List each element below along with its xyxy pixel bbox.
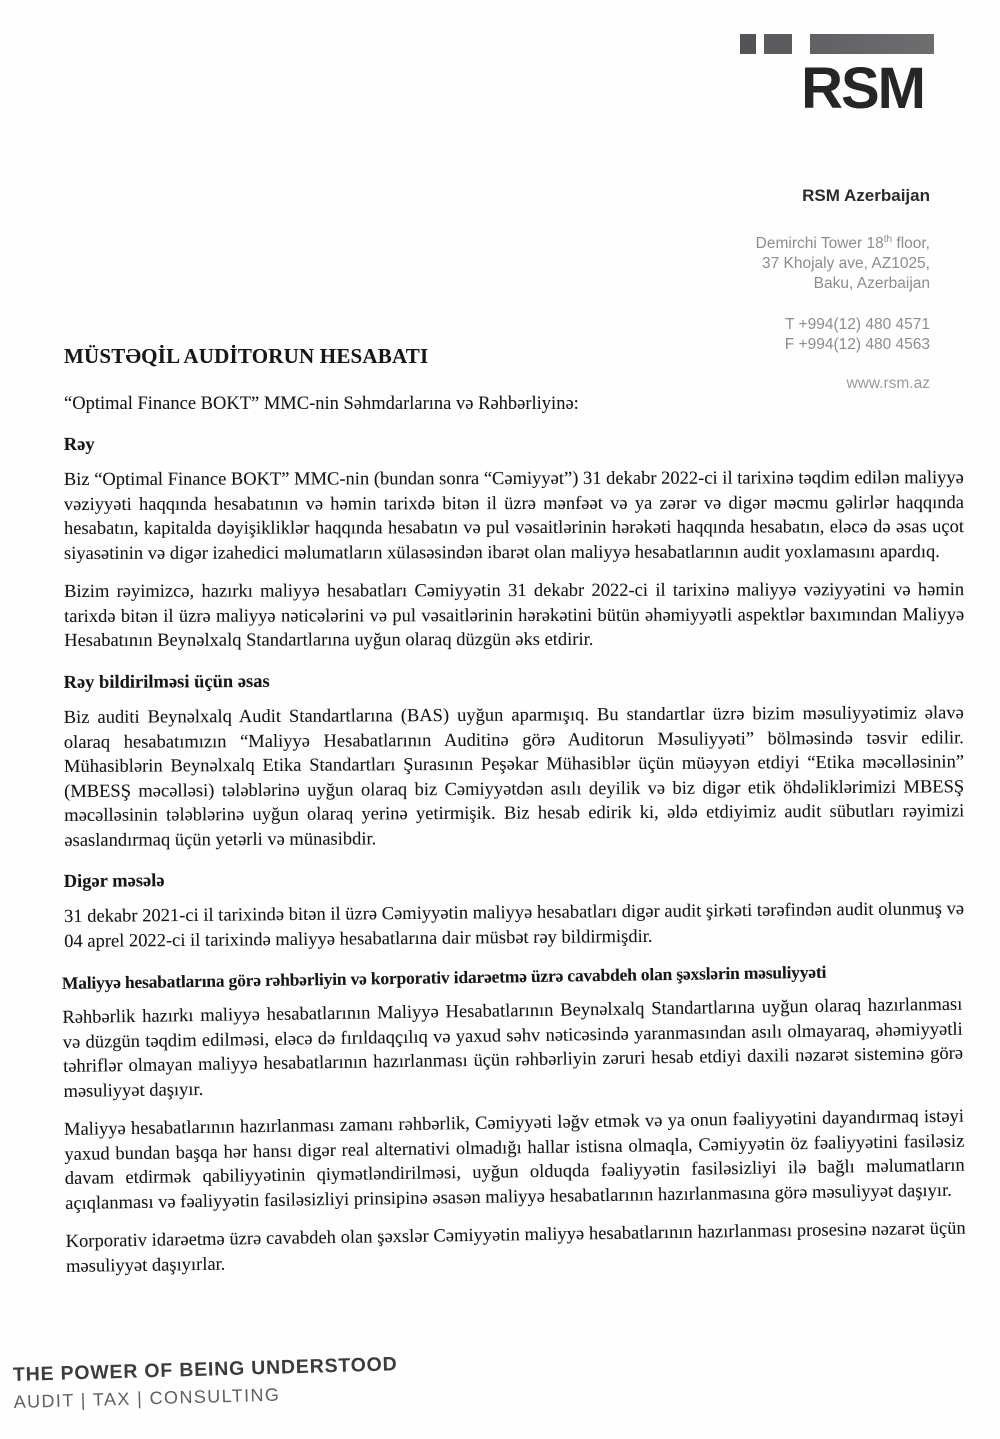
section-basis-for-opinion [64,667,965,853]
address-line-3: Baku, Azerbaijan [813,275,930,293]
address-line-1-superscript: th [883,234,893,245]
section-heading-other-matter: Digər məsələ [63,870,165,892]
paragraph: Korporativ idarəetmə üzrə cavabdeh olan şəxslər Cəmiyyətin maliyyə hesabatlarının hazırlanması prosesinə nəzarət üçün məsuliyyət daşıyırlar. [65,1218,966,1276]
report-body [61,344,966,1293]
rsm-logo [740,34,934,121]
paragraph: Bizim rəyimizcə, hazırkı maliyyə hesabatları Cəmiyyətin 31 dekabr 2022-ci il tarixinə maliyyə vəziyyətini və həmin tarixdə bitən il üzrə maliyyə nəticələrini və pul vəsaitlərinin hərəkətini bütün əhəmiyyətli aspektlər baxımından Maliyyə Hesabatının Beynəlxalq Standartlarına uyğun olaraq düzgün əks etdirir. [64,580,965,651]
logo-bar-medium-icon [764,34,792,54]
address-line-2: 37 Khojaly ave, AZ1025, [761,255,930,273]
rsm-logo-bars-icon [740,34,934,54]
paragraph: Rəhbərlik hazırkı maliyyə hesabatlarının Maliyyə Hesabatlarının Beynəlxalq Standartlarına uyğun olaraq hazırlanması və düzgün təqdim edilməsi, eləcə də fırıldaqçılıq və yaxud səhv nəticəsində yaranmasından asılı olmayaraq, əhəmiyyətli təhriflər olmayan maliyyə hesabatlarının hazırlanması üçün rəhbərliyin zəruri hesab etdiyi daxili nəzarət sisteminə görə məsuliyyət daşıyır. [62,994,964,1102]
contact-address [756,230,930,294]
document-title: MÜSTƏQİL AUDİTORUN HESABATI [64,344,429,368]
section-heading-opinion: Rəy [63,434,95,456]
salutation-line: “Optimal Finance BOKT” MMC-nin Səhmdarlarına və Rəhbərliyinə: [64,394,579,414]
footer [13,1353,399,1413]
logo-bar-small-icon [740,34,756,54]
footer-service-lines: AUDIT | TAX | CONSULTING [13,1384,281,1413]
section-other-matter [64,863,965,954]
fax-number: F +994(12) 480 4563 [784,336,930,354]
footer-tagline: THE POWER OF BEING UNDERSTOOD [12,1353,398,1387]
paragraph: Biz “Optimal Finance BOKT” MMC-nin (bundan sonra “Cəmiyyət”) 31 dekabr 2022-ci il tarixinə təqdim edilən maliyyə vəziyyəti haqqında hesabatının və həmin tarixdə bitən il üzrə mənfəət və ya zərər və digər məcmu gəlirlər haqqında hesabatın, kapitalda dəyişikliklər haqqında hesabatın və pul vəsaitlərinin hərəkəti haqqında hesabatın, eləcə də əsas uçot siyasətinin və digər izahedici məlumatların xülasəsindən ibarət olan maliyyə hesabatlarının audit yoxlamasını apardıq. [63,468,964,564]
section-responsibilities [62,958,966,1278]
rsm-wordmark: RSM [801,56,924,121]
phone-number: T +994(12) 480 4571 [785,316,930,334]
website-url: www.rsm.az [846,375,930,393]
contact-company-name: RSM Azerbaijan [802,186,930,205]
section-heading-responsibilities: Maliyyə hesabatlarına görə rəhbərliyin və korporativ idarəetmə üzrə cavabdeh olan şəxslərin məsuliyyəti [61,961,827,993]
address-line-1-text: Demirchi Tower 18 [755,235,884,253]
paragraph: 31 dekabr 2021-ci il tarixində bitən il üzrə Cəmiyyətin maliyyə hesabatları digər audit şirkəti tərəfindən audit olunmuş və 04 aprel 2022-ci il tarixində maliyyə hesabatlarına dair müsbət rəy bildirmişdir. [63,898,965,951]
section-heading-basis: Rəy bildirilməsi üçün əsas [63,671,270,693]
paragraph: Maliyyə hesabatlarının hazırlanması zamanı rəhbərlik, Cəmiyyəti ləğv etmək və ya onun fəaliyyətini dayandırmaq istəyi yaxud bundan başqa hər hansı digər real alternativi olmadığı hallar istisna olmaqla, Cəmiyyətin öz fəaliyyətini fasiləsiz davam etdirmək qabiliyyətinin qiymətləndirilməsi, uyğun olduqda fəaliyyətin fasiləsizliyi ilə bağlı məlumatların açıqlanması və fəaliyyətin fasiləsizliyi prinsipinə əsasən maliyyə hesabatlarının hazırlanmasına görə məsuliyyət daşıyır. [63,1106,965,1213]
paragraph: Biz auditi Beynəlxalq Audit Standartlarına (BAS) uyğun aparmışıq. Bu standartlar üzrə bizim məsuliyyətimiz əlavə olaraq hesabatımızın “Maliyyə Hesabatlarının Auditinə görə Auditorun Məsuliyyəti” bölməsində təsvir edilir. Mühasiblərin Beynəlxalq Etika Standartları Şurasının Peşəkar Mühasiblər üçün müəyyən etdiyi “Etika məcəlləsinin” (MBESŞ məcəlləsi) tələblərinə uyğun olaraq biz Cəmiyyətdən asılı deyilik və biz digər etik öhdəliklərimizi MBESŞ məcəlləsinin tələblərinə uyğun olaraq yerinə yetirmişik. Biz hesab edirik ki, əldə etdiyimiz audit sübutları rəyimizi əsaslandırmaq üçün yetərli və münasibdir. [63,702,965,850]
address-line-1 [756,230,930,254]
section-opinion [64,432,964,653]
address-line-1-suffix: floor, [892,235,930,253]
logo-bar-large-icon [810,34,934,54]
